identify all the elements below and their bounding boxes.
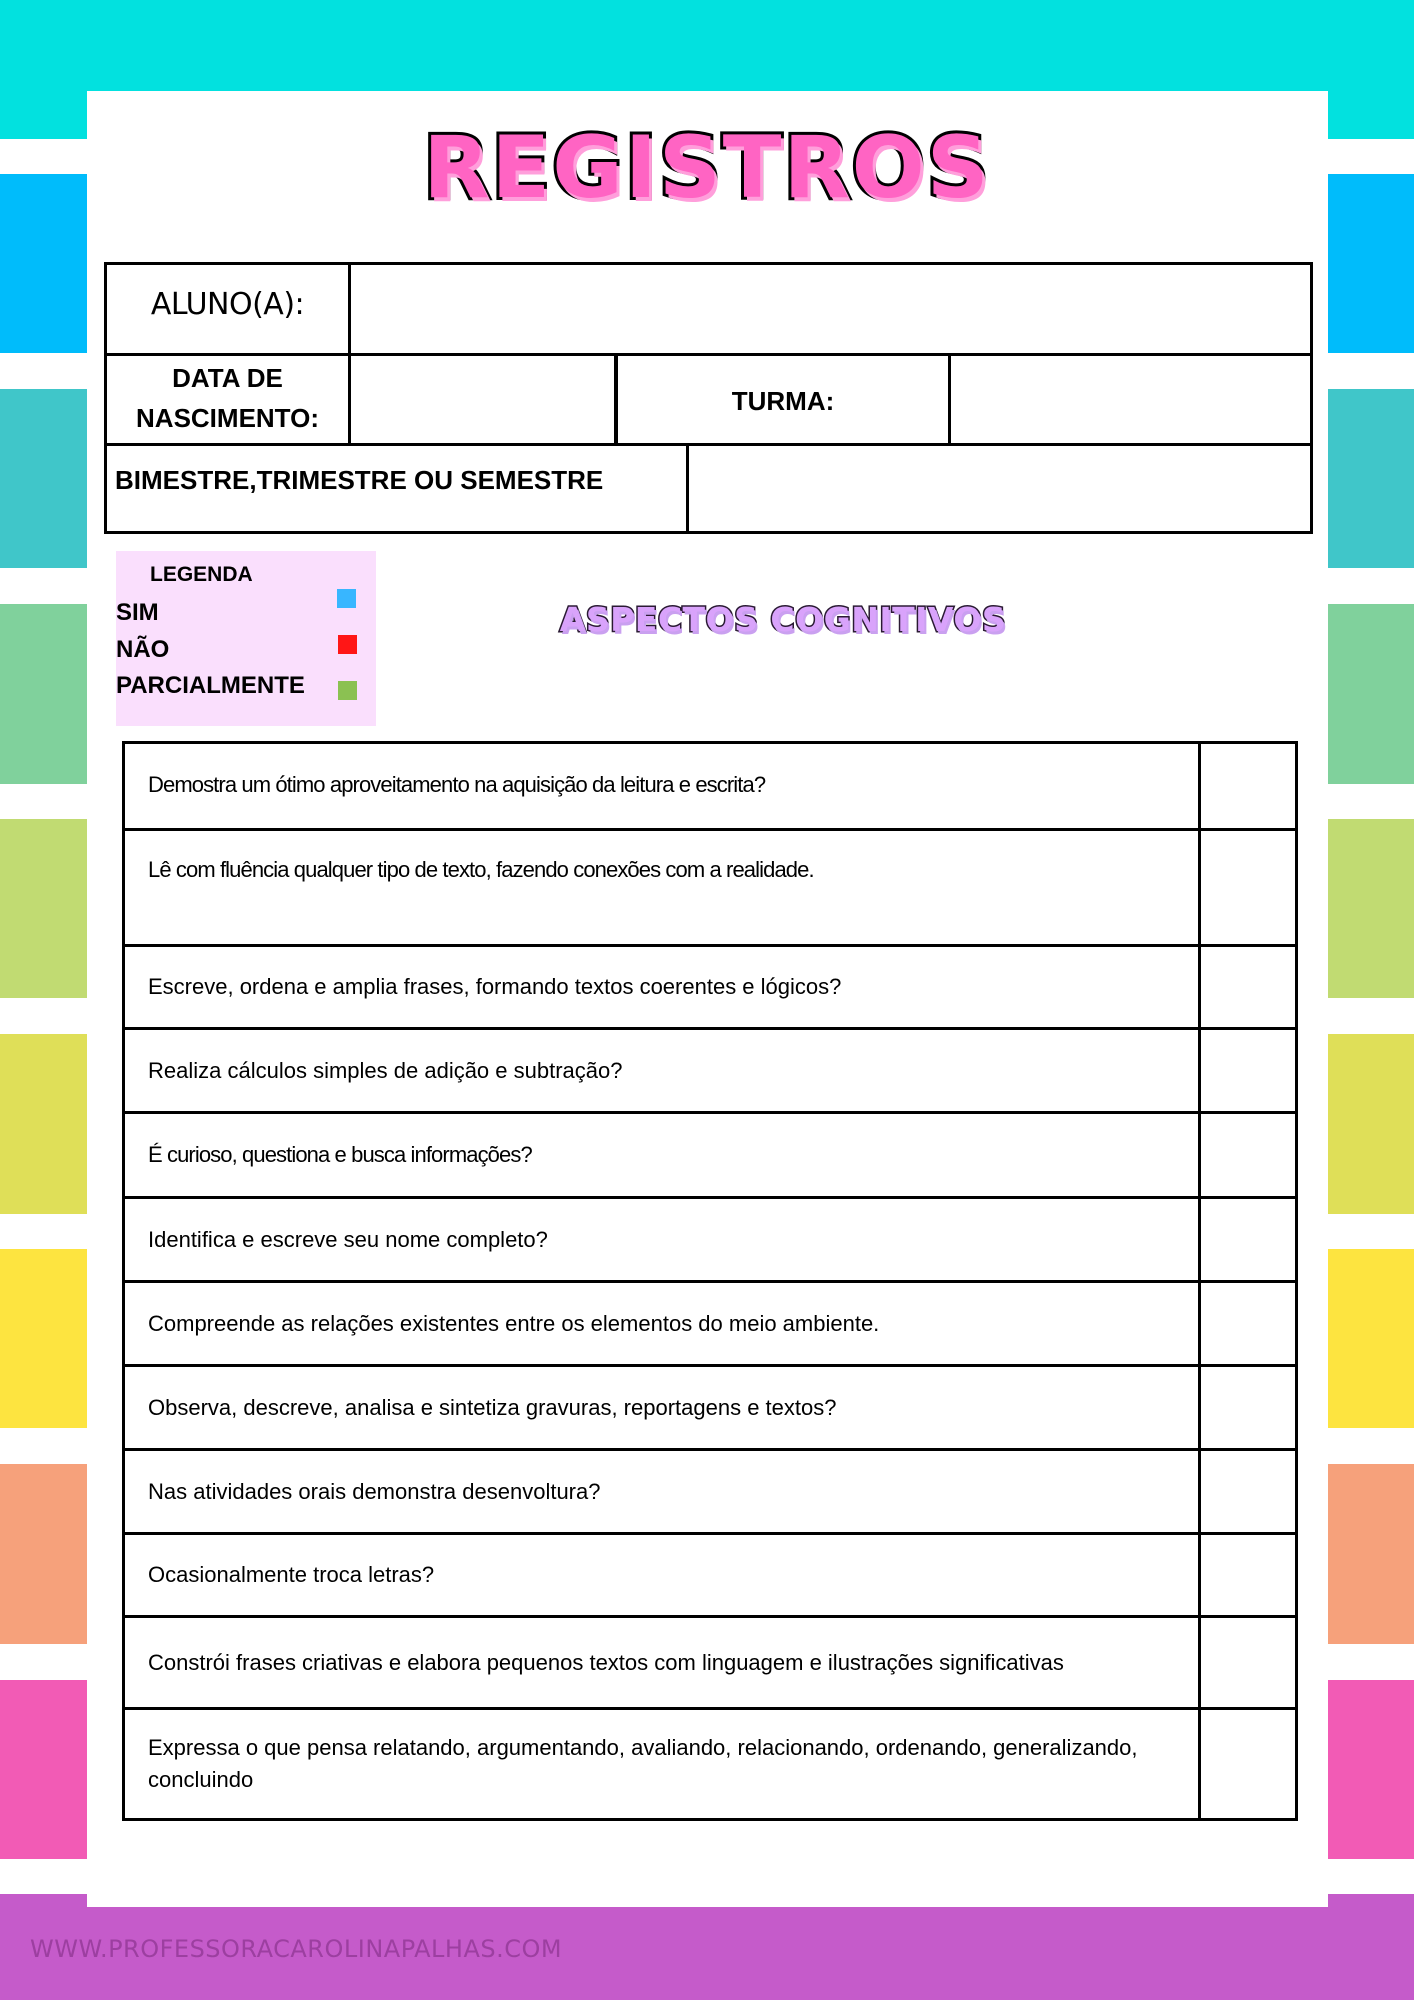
table-row xyxy=(125,1532,1295,1615)
nascimento-label-line1: DATA DE xyxy=(172,363,283,393)
nascimento-label-line2: NASCIMENTO: xyxy=(136,403,319,433)
table-row xyxy=(125,828,1295,944)
legend-swatch-nao xyxy=(338,635,357,654)
legend-label-parcialmente: PARCIALMENTE xyxy=(116,672,305,699)
legend-box xyxy=(116,551,376,726)
table-row xyxy=(125,1364,1295,1448)
answer-cell[interactable] xyxy=(1198,1114,1295,1196)
color-stripe xyxy=(0,819,87,998)
answer-cell[interactable] xyxy=(1198,744,1295,828)
question-text: Identifica e escreve seu nome completo? xyxy=(148,1227,548,1252)
question-text: Demostra um ótimo aproveitamento na aquisição da leitura e escrita? xyxy=(148,772,766,797)
question-text: Ocasionalmente troca letras? xyxy=(148,1562,435,1587)
color-stripe xyxy=(0,1464,87,1644)
footer-side-left xyxy=(0,1894,87,1907)
question-text: Realiza cálculos simples de adição e subtração? xyxy=(148,1058,623,1083)
color-stripe xyxy=(1328,0,1414,139)
answer-cell[interactable] xyxy=(1198,1367,1295,1448)
table-row xyxy=(125,944,1295,1027)
aluno-label: ALUNO(A): xyxy=(150,287,305,322)
periodo-field[interactable] xyxy=(689,446,1310,531)
table-row xyxy=(125,1111,1295,1196)
legend-label-sim: SIM xyxy=(116,599,159,626)
question-text: É curioso, questiona e busca informações? xyxy=(148,1142,532,1167)
question-text: Compreende as relações existentes entre os elementos do meio ambiente. xyxy=(148,1311,880,1336)
answer-cell[interactable] xyxy=(1198,1283,1295,1364)
page-title: REGISTROS xyxy=(423,118,991,218)
aluno-field[interactable] xyxy=(351,265,1310,353)
color-stripe xyxy=(1328,819,1414,998)
answer-cell[interactable] xyxy=(1198,1618,1295,1707)
footer-website[interactable]: WWW.PROFESSORACAROLINAPALHAS.COM xyxy=(30,1935,563,1963)
answer-cell[interactable] xyxy=(1198,1535,1295,1615)
color-stripe xyxy=(1328,604,1414,784)
question-text: Escreve, ordena e amplia frases, formando textos coerentes e lógicos? xyxy=(148,974,842,999)
legend-swatch-sim xyxy=(337,589,356,608)
color-stripe xyxy=(1328,1034,1414,1214)
table-row xyxy=(125,1448,1295,1532)
section-title: ASPECTOS COGNITIVOS xyxy=(559,600,1007,639)
nascimento-field[interactable] xyxy=(351,356,614,443)
question-text: Lê com fluência qualquer tipo de texto, fazendo conexões com a realidade. xyxy=(148,857,814,882)
table-row xyxy=(125,744,1295,828)
color-stripe xyxy=(0,389,87,568)
question-text: Constrói frases criativas e elabora pequenos textos com linguagem e ilustrações significativas xyxy=(148,1650,1064,1675)
footer-side-right xyxy=(1328,1894,1414,1907)
color-stripe xyxy=(0,1034,87,1214)
answer-cell[interactable] xyxy=(1198,831,1295,944)
question-text: Expressa o que pensa relatando, argumentando, avaliando, relacionando, ordenando, generalizando, concluindo xyxy=(148,1735,1138,1792)
cognitive-aspects-table xyxy=(122,741,1298,1821)
turma-label: TURMA: xyxy=(731,386,835,416)
table-row xyxy=(125,1027,1295,1111)
color-stripe xyxy=(1328,1464,1414,1644)
answer-cell[interactable] xyxy=(1198,947,1295,1027)
question-text: Observa, descreve, analisa e sintetiza gravuras, reportagens e textos? xyxy=(148,1395,837,1420)
color-stripe xyxy=(0,1249,87,1428)
student-info-table xyxy=(104,262,1313,534)
answer-cell[interactable] xyxy=(1198,1451,1295,1532)
answer-cell[interactable] xyxy=(1198,1199,1295,1280)
turma-field[interactable] xyxy=(951,356,1310,443)
color-stripe xyxy=(0,604,87,784)
answer-cell[interactable] xyxy=(1198,1030,1295,1111)
color-stripe xyxy=(0,0,87,139)
table-row xyxy=(125,1707,1295,1818)
legend-title: LEGENDA xyxy=(150,563,253,586)
color-stripe xyxy=(1328,389,1414,568)
periodo-label: BIMESTRE,TRIMESTRE OU SEMESTRE xyxy=(115,465,604,495)
table-row xyxy=(125,1615,1295,1707)
table-row xyxy=(125,1196,1295,1280)
legend-label-nao: NÃO xyxy=(116,636,170,663)
table-row xyxy=(125,1280,1295,1364)
color-stripe xyxy=(0,1680,87,1859)
legend-swatch-parcialmente xyxy=(338,681,357,700)
color-stripe xyxy=(1328,1680,1414,1859)
answer-cell[interactable] xyxy=(1198,1710,1295,1818)
question-text: Nas atividades orais demonstra desenvoltura? xyxy=(148,1479,601,1504)
top-color-band xyxy=(0,0,1414,91)
color-stripe xyxy=(1328,1249,1414,1428)
